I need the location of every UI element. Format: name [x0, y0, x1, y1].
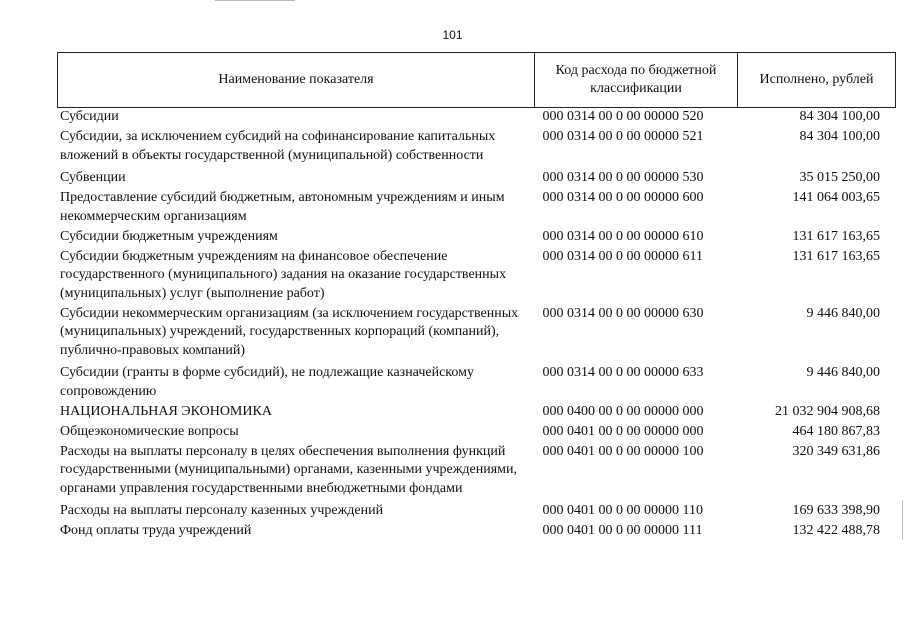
- row-amount: 169 633 398,90: [792, 503, 880, 518]
- row-amount: 131 617 163,65: [792, 248, 880, 264]
- row-name: НАЦИОНАЛЬНАЯ ЭКОНОМИКА: [60, 403, 272, 419]
- table-row: [60, 189, 896, 226]
- row-name: Субсидии, за исключением субсидий на софинансирование капитальных вложений в объекты государственной (муниципальной) собственности: [60, 129, 496, 163]
- row-amount: 131 617 163,65: [792, 228, 880, 244]
- row-amount: 320 349 631,86: [792, 443, 880, 459]
- table-row: [60, 443, 896, 499]
- row-code: 000 0401 00 0 00 00000 000: [542, 423, 704, 439]
- table-row: [60, 128, 896, 165]
- row-name: Субсидии бюджетным учреждениям на финансовое обеспечение государственного (муниципального) задания на оказание государственных (муниципальных) услуг (выполнение работ): [60, 248, 507, 301]
- row-amount: 9 446 840,00: [806, 365, 880, 380]
- scan-mark-right: [902, 500, 903, 540]
- header-amount-column: Исполнено, рублей: [759, 72, 874, 87]
- row-amount: 35 015 250,00: [799, 170, 880, 185]
- row-code: 000 0314 00 0 00 00000 611: [542, 248, 703, 264]
- row-amount: 84 304 100,00: [799, 129, 880, 144]
- row-code: 000 0314 00 0 00 00000 600: [542, 190, 704, 205]
- row-amount: 464 180 867,83: [792, 423, 880, 439]
- row-amount: 132 422 488,78: [792, 523, 880, 538]
- row-name: Субсидии: [60, 109, 119, 124]
- row-code: 000 0314 00 0 00 00000 633: [542, 365, 704, 380]
- table-row: [60, 522, 896, 541]
- row-code: 000 0401 00 0 00 00000 111: [542, 523, 703, 538]
- scan-mark-top: [215, 0, 295, 1]
- row-name: Предоставление субсидий бюджетным, автономным учреждениям и иным некоммерческим организациям: [60, 190, 505, 224]
- table-row: [60, 228, 896, 247]
- table-row: [60, 502, 896, 521]
- row-code: 000 0314 00 0 00 00000 521: [542, 129, 704, 144]
- row-amount: 141 064 003,65: [792, 190, 880, 205]
- table-row: [60, 108, 896, 127]
- row-name: Общеэкономические вопросы: [60, 423, 239, 439]
- page-number: 101: [442, 28, 463, 42]
- row-name: Субсидии некоммерческим организациям (за исключением государственных (муниципальных) учреждений, государственных корпораций (компаний), публично-правовых компаний): [60, 305, 519, 358]
- table-row: [60, 364, 896, 401]
- row-code: 000 0314 00 0 00 00000 520: [542, 109, 704, 124]
- table-row: [60, 169, 896, 188]
- row-code: 000 0401 00 0 00 00000 110: [542, 503, 703, 518]
- table-row: [60, 305, 896, 361]
- row-code: 000 0314 00 0 00 00000 630: [542, 305, 704, 321]
- row-name: Субсидии (гранты в форме субсидий), не подлежащие казначейскому сопровождению: [60, 365, 474, 399]
- row-code: 000 0314 00 0 00 00000 610: [542, 228, 704, 244]
- row-code: 000 0400 00 0 00 00000 000: [542, 403, 704, 419]
- row-code: 000 0314 00 0 00 00000 530: [542, 170, 704, 185]
- table-row: [60, 423, 896, 442]
- row-name: Фонд оплаты труда учреждений: [60, 523, 252, 538]
- row-name: Субвенции: [60, 170, 126, 185]
- header-code-column: Код расхода по бюджетной классификации: [535, 53, 738, 107]
- row-code: 000 0401 00 0 00 00000 100: [542, 443, 704, 459]
- header-name-column: Наименование показателя: [58, 53, 535, 107]
- table-header: [57, 52, 896, 108]
- row-name: Расходы на выплаты персоналу в целях обеспечения выполнения функций государственными (муниципальными) органами, казенными учреждениями, органами управления государственными внебюджетными фондами: [60, 443, 517, 496]
- table-row: [60, 403, 896, 422]
- row-amount: 9 446 840,00: [806, 305, 880, 321]
- row-name: Расходы на выплаты персоналу казенных учреждений: [60, 503, 384, 518]
- row-name: Субсидии бюджетным учреждениям: [60, 228, 278, 244]
- row-amount: 21 032 904 908,68: [775, 403, 880, 419]
- table-row: [60, 248, 896, 304]
- row-amount: 84 304 100,00: [799, 109, 880, 124]
- table-body: [60, 108, 896, 542]
